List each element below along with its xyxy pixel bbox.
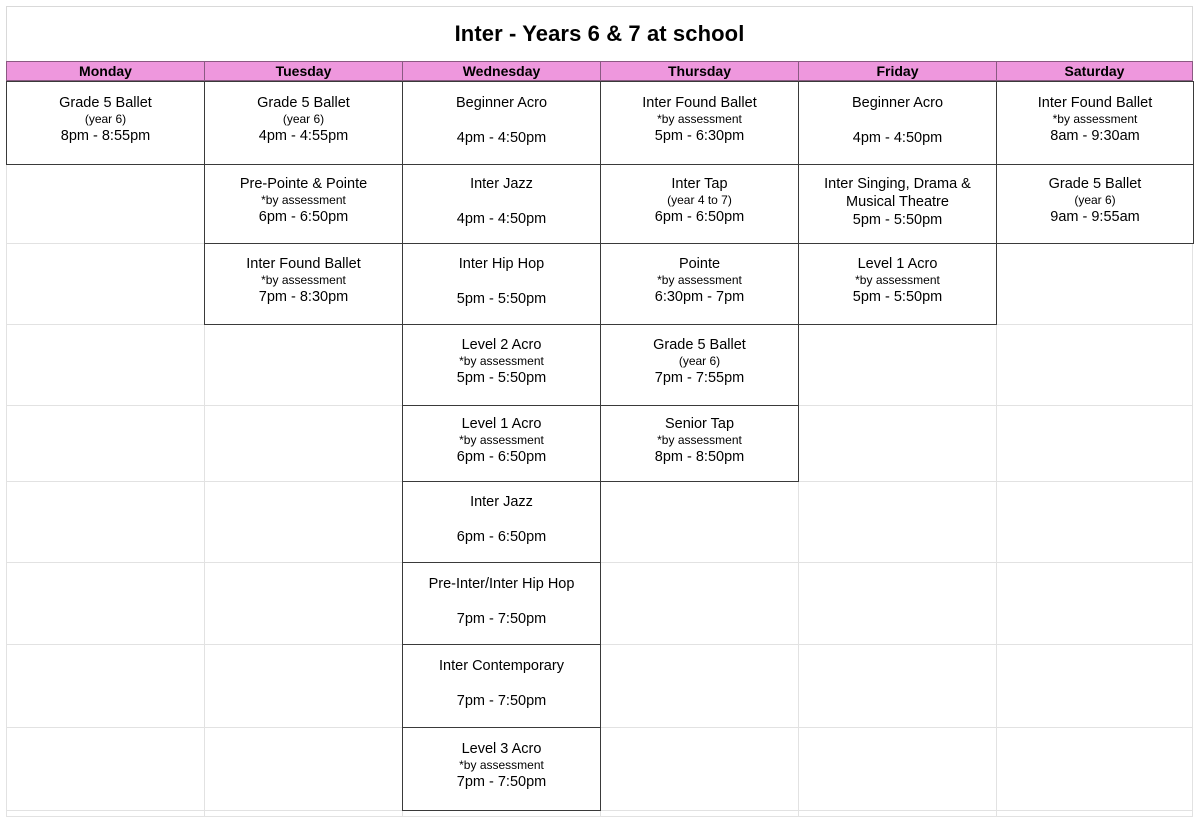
class-cell-thursday (600, 243, 799, 325)
class-cell-friday (798, 243, 997, 325)
class-cell-saturday (996, 164, 1194, 244)
day-header-wednesday: Wednesday (402, 61, 600, 81)
class-time: 5pm - 5:50pm (852, 289, 943, 305)
class-name-line2: Musical Theatre (846, 194, 949, 210)
day-header-monday: Monday (6, 61, 204, 81)
class-note: *by assessment (459, 354, 544, 368)
class-cell-saturday (996, 81, 1194, 165)
class-note: *by assessment (261, 273, 346, 287)
class-note: *by assessment (459, 433, 544, 447)
class-time: 6pm - 6:50pm (654, 209, 745, 225)
class-note: *by assessment (459, 758, 544, 772)
class-time: 7pm - 7:50pm (456, 774, 547, 790)
class-cell-friday (798, 81, 997, 165)
class-note: *by assessment (657, 433, 742, 447)
class-time: 5pm - 5:50pm (852, 212, 943, 228)
class-cell-thursday (600, 81, 799, 165)
class-note (403, 511, 600, 528)
class-cell-thursday (600, 164, 799, 244)
timetable-title: Inter - Years 6 & 7 at school (6, 6, 1193, 61)
class-cell-wednesday (402, 81, 601, 165)
class-cell-monday (6, 81, 205, 165)
class-note: (year 6) (1074, 193, 1116, 207)
class-note: *by assessment (657, 112, 742, 126)
day-header-tuesday: Tuesday (204, 61, 402, 81)
class-cell-wednesday (402, 243, 601, 325)
class-name: Level 1 Acro (461, 416, 542, 432)
class-name: Inter Singing, Drama & (824, 176, 971, 192)
class-cell-wednesday (402, 324, 601, 406)
class-cell-tuesday (204, 243, 403, 325)
class-cell-wednesday (402, 562, 601, 645)
class-name: Inter Hip Hop (458, 256, 545, 272)
class-cell-friday (798, 164, 997, 244)
class-note: *by assessment (261, 193, 346, 207)
timetable-sheet (6, 6, 1193, 816)
class-time: 5pm - 6:30pm (654, 128, 745, 144)
class-time: 7pm - 8:30pm (258, 289, 349, 305)
class-name: Grade 5 Ballet (1048, 176, 1142, 192)
class-time: 4pm - 4:50pm (852, 130, 943, 146)
class-time: 7pm - 7:50pm (456, 693, 547, 709)
class-name: Inter Found Ballet (1037, 95, 1153, 111)
class-time: 8pm - 8:50pm (654, 449, 745, 465)
class-time: 6pm - 6:50pm (258, 209, 349, 225)
class-time: 7pm - 7:50pm (456, 611, 547, 627)
class-cell-wednesday (402, 405, 601, 482)
class-name: Grade 5 Ballet (59, 95, 152, 111)
class-note (403, 193, 600, 210)
class-cell-tuesday (204, 164, 403, 244)
class-time: 8pm - 8:55pm (60, 128, 151, 144)
class-name: Senior Tap (664, 416, 735, 432)
class-name: Pre-Pointe & Pointe (239, 176, 368, 192)
class-cell-wednesday (402, 164, 601, 244)
day-header-row (6, 61, 1193, 81)
class-note: (year 6) (282, 112, 325, 126)
class-note: (year 4 to 7) (667, 193, 732, 207)
class-name: Inter Contemporary (439, 658, 564, 674)
class-time: 7pm - 7:55pm (654, 370, 745, 386)
class-name: Grade 5 Ballet (653, 337, 746, 353)
class-note (403, 593, 600, 610)
class-cell-wednesday (402, 644, 601, 728)
class-time: 6:30pm - 7pm (654, 289, 745, 305)
class-cell-wednesday (402, 727, 601, 811)
class-name: Inter Jazz (470, 494, 533, 510)
class-time: 9am - 9:55am (1050, 209, 1140, 225)
class-time: 6pm - 6:50pm (456, 529, 547, 545)
day-header-friday: Friday (798, 61, 996, 81)
class-name: Level 1 Acro (857, 256, 938, 272)
class-time: 4pm - 4:55pm (258, 128, 349, 144)
class-name: Beginner Acro (851, 95, 944, 111)
class-note: (year 6) (84, 112, 127, 126)
class-time: 4pm - 4:50pm (456, 211, 547, 227)
class-note (799, 112, 996, 129)
class-note (403, 273, 600, 290)
class-time: 5pm - 5:50pm (456, 291, 547, 307)
class-cell-wednesday (402, 481, 601, 563)
class-note (403, 675, 600, 692)
class-note: *by assessment (855, 273, 940, 287)
class-name: Pre-Inter/Inter Hip Hop (428, 576, 575, 592)
class-note: (year 6) (678, 354, 721, 368)
class-cell-thursday (600, 405, 799, 482)
class-time: 6pm - 6:50pm (456, 449, 547, 465)
class-name: Level 3 Acro (461, 741, 542, 757)
class-name: Pointe (678, 256, 721, 272)
class-note (403, 112, 600, 129)
class-name: Inter Found Ballet (642, 95, 757, 111)
class-note: *by assessment (1052, 112, 1138, 126)
class-cell-tuesday (204, 81, 403, 165)
class-name: Inter Found Ballet (246, 256, 361, 272)
gridline (6, 81, 7, 816)
day-header-saturday: Saturday (996, 61, 1193, 81)
class-name: Beginner Acro (455, 95, 548, 111)
class-cell-thursday (600, 324, 799, 406)
class-name: Inter Tap (671, 176, 728, 192)
class-name: Inter Jazz (470, 176, 533, 192)
class-time: 8am - 9:30am (1050, 128, 1140, 144)
day-header-thursday: Thursday (600, 61, 798, 81)
class-note: *by assessment (657, 273, 742, 287)
class-name: Grade 5 Ballet (257, 95, 350, 111)
class-name: Level 2 Acro (461, 337, 542, 353)
class-time: 4pm - 4:50pm (456, 130, 547, 146)
class-time: 5pm - 5:50pm (456, 370, 547, 386)
